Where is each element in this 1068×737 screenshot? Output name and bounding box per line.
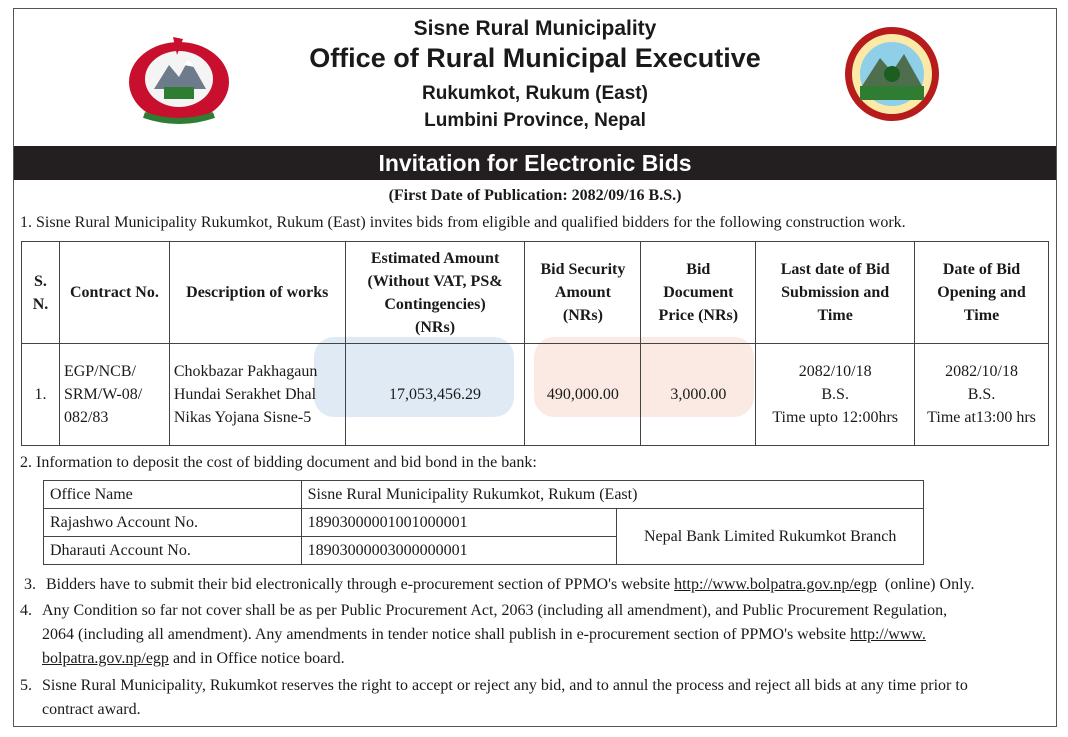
municipality-name: Sisne Rural Municipality: [413, 17, 657, 40]
paragraph-2: 2. Information to deposit the cost of bidding document and bid bond in the bank:: [20, 454, 537, 471]
dharauti-label: Dharauti Account No.: [44, 537, 302, 565]
cell-contract-no: EGP/NCB/ SRM/W-08/ 082/83: [59, 344, 169, 446]
item-3-post: (online) Only.: [876, 576, 975, 593]
col-bid-security: Bid Security Amount (NRs): [525, 242, 641, 344]
cell-document-price: 3,000.00: [641, 344, 756, 446]
item-4-number: 4.: [20, 602, 32, 619]
paragraph-1: 1. Sisne Rural Municipality Rukumkot, Rukum (East) invites bids from eligible and qualified bidders for the following construction work.: [20, 214, 906, 231]
cell-submission: 2082/10/18 B.S. Time upto 12:00hrs: [756, 344, 915, 446]
table-row: [44, 481, 924, 509]
item-5-text: [42, 674, 968, 722]
col-document-price: Bid Document Price (NRs): [641, 242, 756, 344]
publication-date: (First Date of Publication: 2082/09/16 B.S.): [388, 187, 682, 204]
col-estimated-amount: Estimated Amount (Without VAT, PS& Contingencies) (NRs): [345, 242, 525, 344]
dharauti-value: 18903000003000000001: [301, 537, 617, 565]
col-contract-no: Contract No.: [59, 242, 169, 344]
item-5-number: 5.: [20, 677, 32, 694]
col-opening: Date of Bid Opening and Time: [915, 242, 1049, 344]
item-5-line-2: contract award.: [42, 701, 141, 718]
bolpatra-link-part-1[interactable]: http://www.: [850, 626, 926, 643]
table-row: [22, 344, 1049, 446]
cell-sn: 1.: [22, 344, 60, 446]
cell-description: Chokbazar Pakhagaun Hundai Serakhet Dhal Nikas Yojana Sisne-5: [169, 344, 345, 446]
item-3: [24, 573, 1054, 597]
office-name-value: Sisne Rural Municipality Rukumkot, Rukum (East): [301, 481, 923, 509]
rajashwo-value: 18903000001001000001: [301, 509, 617, 537]
bolpatra-link-part-2[interactable]: bolpatra.gov.np/egp: [42, 650, 169, 667]
bolpatra-link[interactable]: http://www.bolpatra.gov.np/egp: [674, 576, 877, 593]
rajashwo-label: Rajashwo Account No.: [44, 509, 302, 537]
item-4: [20, 599, 1050, 671]
item-4-text: [42, 599, 947, 671]
col-submission: Last date of Bid Submission and Time: [756, 242, 915, 344]
item-3-number: 3.: [24, 576, 36, 593]
municipality-seal-icon: [842, 24, 942, 124]
item-4-line-2: 2064 (including all amendment). Any amendments in tender notice shall publish in e-procurement section of PPMO's website: [42, 626, 851, 643]
bank-table: [43, 480, 924, 565]
col-description: Description of works: [169, 242, 345, 344]
cell-bid-security: 490,000.00: [525, 344, 641, 446]
item-4-line-3: and in Office notice board.: [168, 650, 345, 667]
office-province: Lumbini Province, Nepal: [424, 110, 646, 131]
col-sn: S. N.: [22, 242, 60, 344]
item-3-text: [46, 573, 974, 597]
cell-opening: 2082/10/18 B.S. Time at13:00 hrs: [915, 344, 1049, 446]
notice-title: Invitation for Electronic Bids: [14, 146, 1056, 180]
office-name-label: Office Name: [44, 481, 302, 509]
office-name: Office of Rural Municipal Executive: [309, 43, 761, 73]
notice-header: [14, 9, 1056, 147]
notice-frame: [13, 8, 1057, 727]
item-3-pre: Bidders have to submit their bid electronically through e-procurement section of PPMO's website: [46, 576, 675, 593]
item-5: [20, 674, 1050, 722]
cell-estimated-amount: 17,053,456.29: [345, 344, 525, 446]
bank-name: Nepal Bank Limited Rukumkot Branch: [617, 509, 924, 565]
item-5-line-1: Sisne Rural Municipality, Rukumkot reserves the right to accept or reject any bid, and to annul the process and reject all bids at any time prior to: [42, 677, 968, 694]
item-4-line-1: Any Condition so far not cover shall be as per Public Procurement Act, 2063 (including all amendment), and Public Procurement Regulation,: [42, 602, 948, 619]
bid-table-header-row: [22, 242, 1049, 344]
office-location: Rukumkot, Rukum (East): [422, 83, 648, 104]
bid-table: [21, 241, 1049, 446]
table-row: [44, 509, 924, 537]
